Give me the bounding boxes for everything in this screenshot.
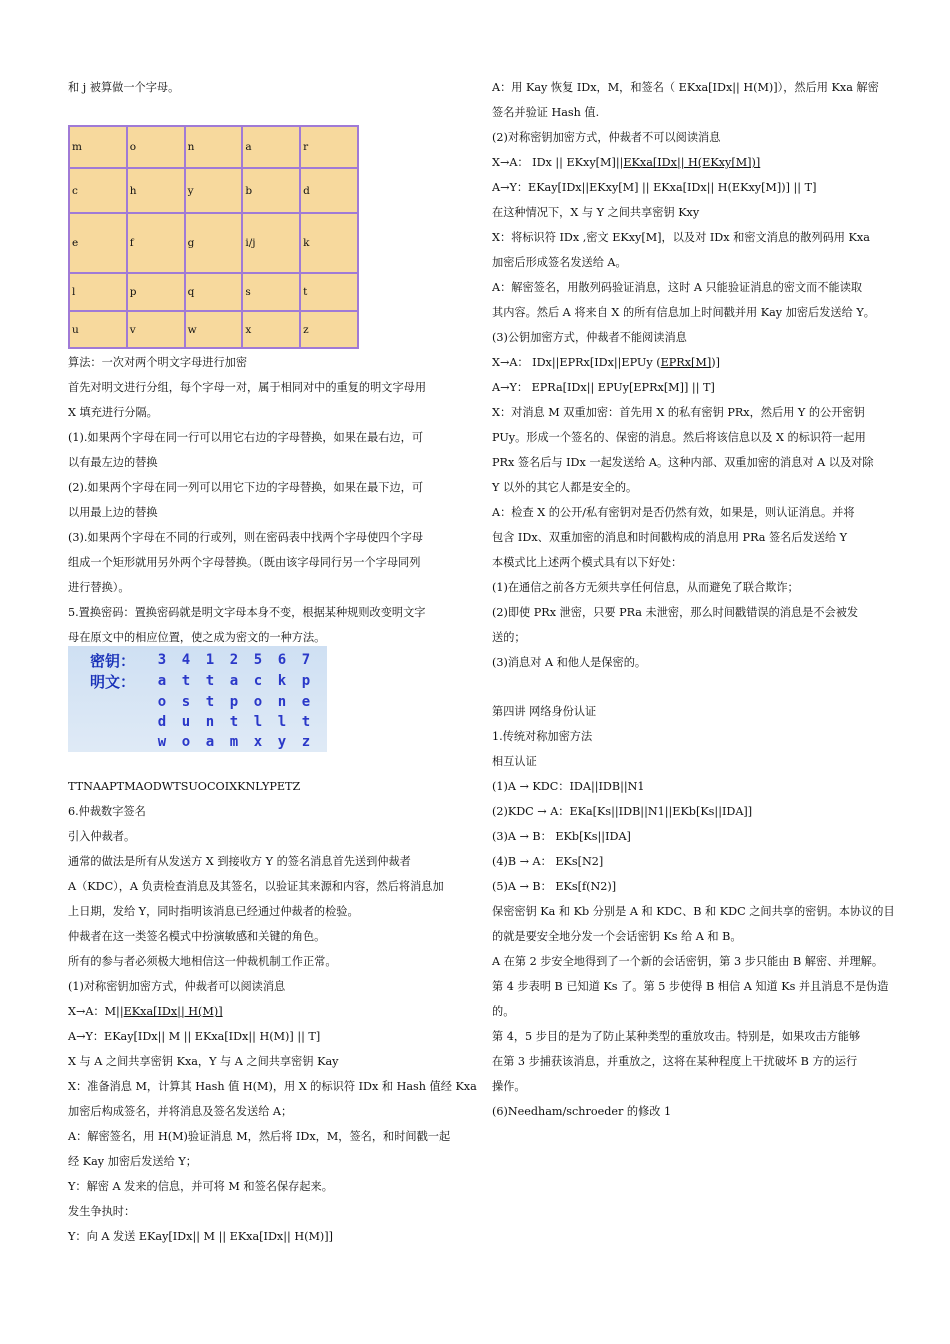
plain-char: l [253,714,263,730]
plain-char: t [229,714,239,730]
text-line: 5.置换密码：置换密码就是明文字母本身不变，根据某种规则改变明文字 [68,606,426,619]
text-line: 保密密钥 Ka 和 Kb 分别是 A 和 KDC、B 和 KDC 之间共享的密钥。本协议的目 [492,905,895,918]
plain-char: u [181,714,191,730]
ciphertext-line: TTNAAPTMAODWTSUOCOIXKNLYPETZ [68,780,301,793]
plain-char: o [253,694,263,710]
plain-char: y [277,734,287,750]
grid-cell: k [300,213,358,273]
text-line: 包含 IDx、双重加密的消息和时间戳构成的消息用 PRa 签名后发送给 Y [492,531,848,544]
text-line: 的就是要安全地分发一个会话密钥 Ks 给 A 和 B。 [492,930,742,943]
grid-cell: h [127,168,185,213]
text-line: 上日期，发给 Y，同时指明该消息已经通过仲裁者的检验。 [68,905,359,918]
text-line: 加密后形成签名发送给 A。 [492,256,627,269]
section-heading: 第四讲 网络身份认证 [492,705,597,718]
text-line: 操作。 [492,1080,526,1093]
key-digit: 3 [157,652,167,668]
grid-cell: c [69,168,127,213]
grid-cell: d [300,168,358,213]
text-line: A（KDC），A 负责检查消息及其签名，以验证其来源和内容，然后将消息加 [68,880,444,893]
text-line: 首先对明文进行分组，每个字母一对，属于相同对中的重复的明文字母用 [68,381,427,394]
text-line: X 与 A 之间共享密钥 Kxa，Y 与 A 之间共享密钥 Kay [68,1055,339,1068]
text-line: 所有的参与者必须极大地相信这一仲裁机制工作正常。 [68,955,337,968]
protocol-step: (4)B → A： EKs[N2] [492,855,604,868]
protocol-step: (5)A → B： EKs[f(N2)] [492,880,617,893]
grid-cell: q [185,273,243,311]
grid-cell: a [242,126,300,168]
section-heading: 6.仲裁数字签名 [68,805,146,818]
text-line: 送的； [492,631,526,644]
plain-char: t [205,694,215,710]
plain-char: c [253,673,263,689]
formula-part: X→A：M|| [68,1005,124,1018]
formula-underlined: EKxa[IDx|| H(EKxy[M])] [623,156,761,169]
text-line: (2)即使 PRx 泄密，只要 PRa 未泄密，那么时间戳错误的消息是不会被发 [492,606,859,619]
text-line: 发生争执时： [68,1205,136,1218]
plain-char: a [157,673,167,689]
text-line: 经 Kay 加密后发送给 Y； [68,1155,197,1168]
key-digit: 4 [181,652,191,668]
protocol-step: (1)A → KDC：IDA||IDB||N1 [492,780,645,793]
grid-cell: r [300,126,358,168]
grid-cell: u [69,311,127,348]
grid-cell: f [127,213,185,273]
key-digit: 2 [229,652,239,668]
text-line: 本模式比上述两个模式具有以下好处： [492,556,683,569]
key-digit: 1 [205,652,215,668]
text-line: PUy。形成一个签名的、保密的消息。然后将该信息以及 X 的标识符一起用 [492,431,866,444]
plain-char: s [181,694,191,710]
grid-cell: y [185,168,243,213]
text-line: (3)公钥加密方式，仲裁者不能阅读消息 [492,331,687,344]
text-line: (3)消息对 A 和他人是保密的。 [492,656,647,669]
text-line: 母在原文中的相应位置，使之成为密文的一种方法。 [68,631,326,644]
text-line: 加密后构成签名，并将消息及签名发送给 A； [68,1105,293,1118]
formula-line: A→Y： EPRa[IDx|| EPUy[EPRx[M]] || T] [492,381,715,394]
grid-cell: l [69,273,127,311]
key-digit: 7 [301,652,311,668]
text-line: 的。 [492,1005,515,1018]
text-line: (1).如果两个字母在同一行可以用它右边的字母替换，如果在最右边，可 [68,431,424,444]
plain-char: p [301,673,311,689]
text-line: A：解密签名，用 H(M)验证消息 M，然后将 IDx，M，签名，和时间戳一起 [68,1130,451,1143]
text-line: 仲裁者在这一类签名模式中扮演敏感和关键的角色。 [68,930,326,943]
grid-cell: x [242,311,300,348]
key-digit: 6 [277,652,287,668]
grid-cell: w [185,311,243,348]
grid-cell: g [185,213,243,273]
key-digit: 5 [253,652,263,668]
playfair-key-grid [68,125,359,349]
plain-char: z [301,734,311,750]
text-line: 进行替换）。 [68,581,130,594]
text-line: X 填充进行分隔。 [68,406,158,419]
grid-cell: v [127,311,185,348]
text-line: Y：解密 A 发来的信息，并可将 M 和签名保存起来。 [68,1180,333,1193]
plain-char: t [181,673,191,689]
text-line: A：解密签名，用散列码验证消息，这时 A 只能验证消息的密文而不能读取 [492,281,863,294]
plain-char: w [157,734,167,750]
formula-line: Y：向 A 发送 EKay[IDx|| M || EKxa[IDx|| H(M)]] [68,1230,333,1243]
plain-char: n [277,694,287,710]
text-line: 在这种情况下，X 与 Y 之间共享密钥 Kxy [492,206,700,219]
text-line: 1.传统对称加密方法 [492,730,593,743]
text-line: X：准备消息 M，计算其 Hash 值 H(M)，用 X 的标识符 IDx 和 Hash 值经 Kxa [68,1080,477,1093]
plain-char: n [205,714,215,730]
plain-char: m [229,734,239,750]
plain-char: t [205,673,215,689]
grid-cell: n [185,126,243,168]
text-line: 以用最上边的替换 [68,506,158,519]
text-line: 第 4 步表明 B 已知道 Ks 了。第 5 步使得 B 相信 A 知道 Ks 并且消息不是伪造 [492,980,889,993]
text-line: (6)Needham/schroeder 的修改 1 [492,1105,672,1118]
text-line: 通常的做法是所有从发送方 X 到接收方 Y 的签名消息首先送到仲裁者 [68,855,411,868]
grid-cell: m [69,126,127,168]
text-line: X：将标识符 IDx ,密文 EKxy[M]，以及对 IDx 和密文消息的散列码用 Kxa [492,231,870,244]
plain-char: x [253,734,263,750]
protocol-step: (3)A → B： EKb[Ks||IDA] [492,830,631,843]
text-line: 和 j 被算做一个字母。 [68,81,180,94]
text-line: A：用 Kay 恢复 IDx，M，和签名（ EKxa[IDx|| H(M)]），然后用 Kxa 解密 [492,81,879,94]
text-line: 第 4，5 步目的是为了防止某种类型的重放攻击。特别是，如果攻击方能够 [492,1030,861,1043]
formula-line: A→Y：EKay[IDx|| M || EKxa[IDx|| H(M)] || T] [68,1030,321,1043]
text-line: 以有最左边的替换 [68,456,158,469]
plain-char: l [277,714,287,730]
key-label: 密钥： [90,652,136,670]
formula-part: X→A： IDx||EPRx[IDx||EPUy ( [492,356,661,369]
transposition-cipher-figure [68,646,327,752]
text-line: X：对消息 M 双重加密：首先用 X 的私有密钥 PRx，然后用 Y 的公开密钥 [492,406,865,419]
formula-line [492,156,884,170]
grid-cell: t [300,273,358,311]
text-line: 相互认证 [492,755,537,768]
text-line: 组成一个矩形就用另外两个字母替换。（既由该字母同行另一个字母同列 [68,556,421,569]
text-line: PRx 签名后与 IDx 一起发送给 A。这种内部、双重加密的消息对 A 以及对除 [492,456,874,469]
plain-char: a [229,673,239,689]
text-line: A 在第 2 步安全地得到了一个新的会话密钥，第 3 步只能由 B 解密、并理解。 [492,955,884,968]
grid-cell: i/j [242,213,300,273]
text-line: A：检查 X 的公开/私有密钥对是否仍然有效，如果是，则认证消息。并将 [492,506,855,519]
plaintext-label: 明文： [90,673,136,691]
formula-underlined: EPRx[M] [660,356,712,369]
plain-char: t [301,714,311,730]
text-line: Y 以外的其它人都是安全的。 [492,481,638,494]
formula-part: )] [711,356,720,369]
grid-cell: s [242,273,300,311]
grid-cell: z [300,311,358,348]
formula-underlined: EKxa[IDx|| H(M)] [123,1005,223,1018]
plain-char: e [301,694,311,710]
text-line: 其内容。然后 A 将来自 X 的所有信息加上时间戳并用 Kay 加密后发送给 Y。 [492,306,875,319]
plain-char: a [205,734,215,750]
plain-char: d [157,714,167,730]
text-line: (2)对称密钥加密方式，仲裁者不可以阅读消息 [492,131,721,144]
text-line: (1)在通信之前各方无须共享任何信息，从而避免了联合欺诈； [492,581,799,594]
text-line: 算法：一次对两个明文字母进行加密 [68,356,248,369]
text-line: (3).如果两个字母在不同的行或列，则在密码表中找两个字母使四个字母 [68,531,424,544]
formula-line: A→Y：EKay[IDx||EKxy[M] || EKxa[IDx|| H(EKxy[M])] || T] [492,181,817,194]
formula-part: X→A： IDx || EKxy[M]|| [492,156,624,169]
plain-char: o [157,694,167,710]
text-line: (1)对称密钥加密方式，仲裁者可以阅读消息 [68,980,286,993]
text-line: 签名并验证 Hash 值. [492,106,600,119]
grid-cell: p [127,273,185,311]
grid-cell: b [242,168,300,213]
protocol-step: (2)KDC → A：EKa[Ks||IDB||N1||EKb[Ks||IDA]] [492,805,753,818]
text-line: (2).如果两个字母在同一列可以用它下边的字母替换，如果在最下边，可 [68,481,424,494]
text-line: 引入仲裁者。 [68,830,136,843]
formula-line [68,1005,460,1019]
formula-line [492,356,884,370]
text-line: 在第 3 步捕获该消息，并重放之，这将在某种程度上干扰破坏 B 方的运行 [492,1055,858,1068]
grid-cell: o [127,126,185,168]
plain-char: o [181,734,191,750]
plain-char: k [277,673,287,689]
grid-cell: e [69,213,127,273]
plain-char: p [229,694,239,710]
